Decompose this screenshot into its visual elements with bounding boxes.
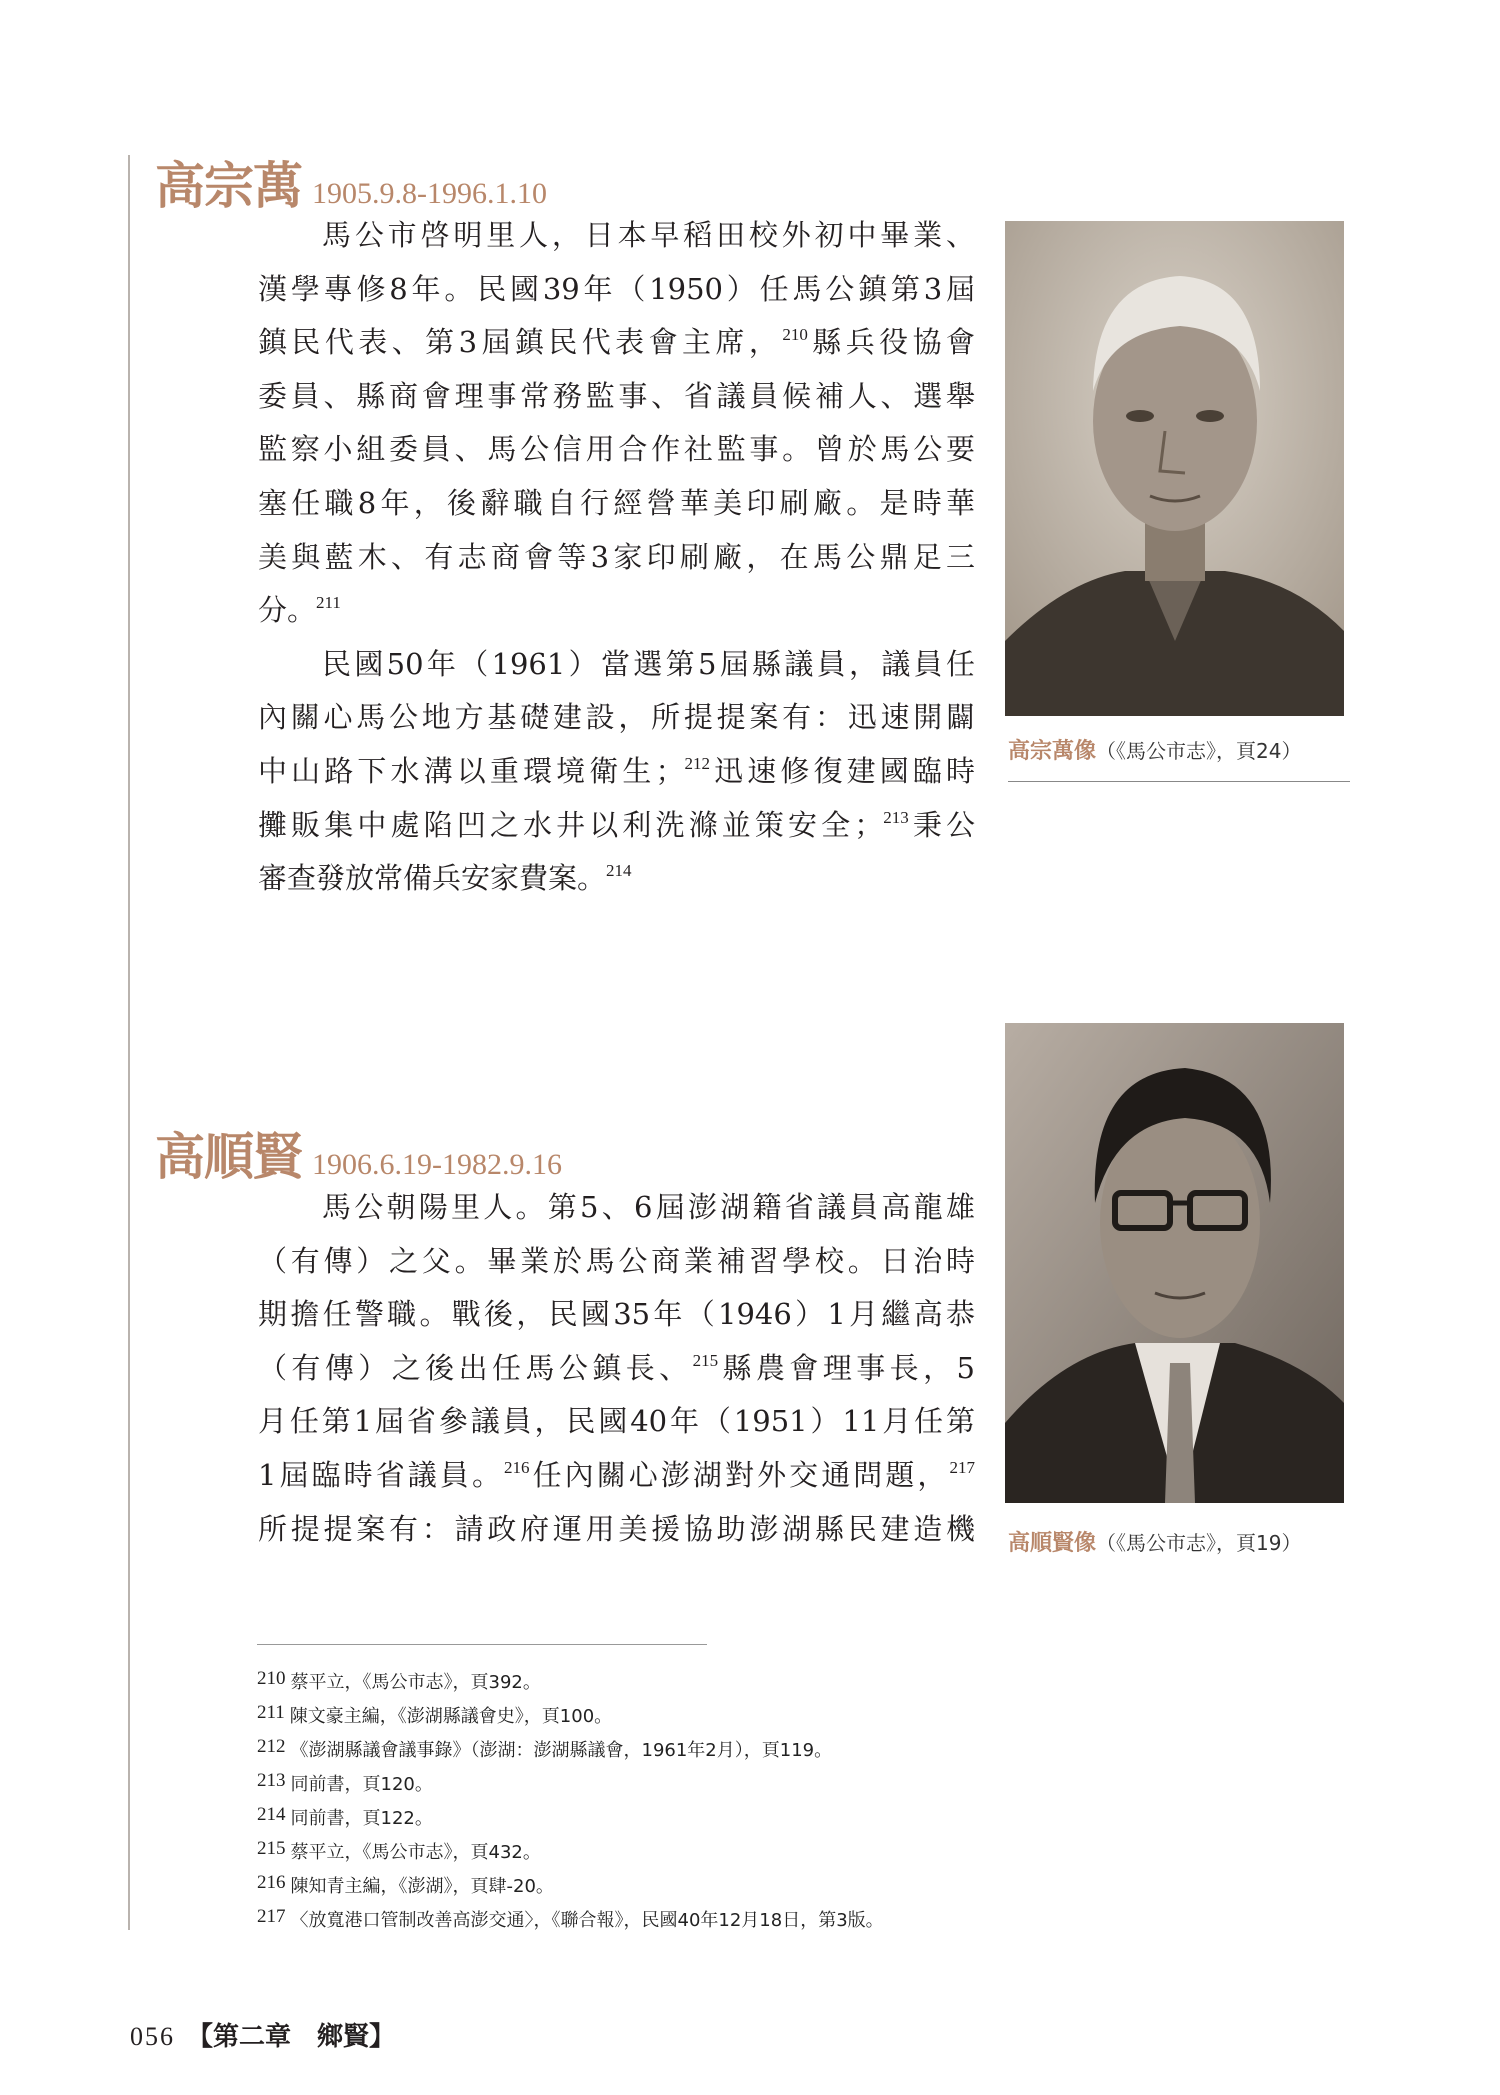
text-line: [258, 1235, 975, 1289]
footnote-number: 211: [257, 1702, 285, 1723]
text-segment: 美與藍木、有志商會等3家印刷廠，在馬公鼎足三: [258, 539, 975, 574]
caption-name: 高順賢像: [1008, 1531, 1097, 1556]
text-line: [258, 799, 975, 853]
footnote-item: [257, 1662, 884, 1696]
text-line: [258, 370, 975, 424]
caption-source: （《馬公市志》，頁19）: [1096, 1531, 1302, 1555]
text-segment: 期擔任警職。戰後，民國35年（1946）1月繼高恭: [258, 1297, 975, 1332]
text-segment: 1屆臨時省議員。: [258, 1457, 505, 1492]
text-segment: 中山路下水溝以重環境衛生；: [258, 753, 685, 788]
person-name: 高順賢: [155, 1127, 302, 1186]
portrait-photo-1: [1005, 221, 1344, 716]
footnote-number: 214: [257, 1804, 286, 1825]
chapter-label: 【第二章 鄉賢】: [187, 2022, 396, 2052]
footnote-number: 217: [257, 1906, 286, 1927]
footnote-text: 《澎湖縣議會議事錄》（澎湖：澎湖縣議會，1961年2月），頁119。: [290, 1740, 833, 1761]
text-segment: 監察小組委員、馬公信用合作社監事。曾於馬公要: [258, 432, 975, 467]
text-segment: 縣農會理事長，5: [718, 1350, 975, 1385]
caption-source: （《馬公市志》，頁24）: [1096, 739, 1302, 763]
person-dates: 1906.6.19-1982.9.16: [312, 1148, 562, 1181]
text-segment: 鎮民代表、第3屆鎮民代表會主席，: [258, 325, 783, 360]
footnote-rule: [257, 1644, 707, 1645]
text-line: [258, 531, 975, 585]
footnote-text: 蔡平立，《馬公市志》，頁392。: [290, 1672, 541, 1693]
text-segment: 任內關心澎湖對外交通問題，: [529, 1457, 950, 1492]
text-segment: （有傳）之父。畢業於馬公商業補習學校。日治時: [258, 1243, 975, 1278]
text-segment: 迅速修復建國臨時: [709, 753, 975, 788]
text-segment: 縣兵役協會: [807, 325, 975, 360]
text-line: [258, 1288, 975, 1342]
footnote-number: 216: [257, 1872, 286, 1893]
biography-text-2: [258, 1181, 975, 1556]
text-segment: 所提提案有：請政府運用美援協助澎湖縣民建造機: [258, 1511, 975, 1546]
footnote-ref[interactable]: 212: [684, 753, 710, 773]
footnote-ref[interactable]: 216: [504, 1457, 530, 1477]
text-segment: 分。: [258, 593, 317, 628]
footnote-item: [257, 1866, 884, 1900]
text-segment: 馬公市啓明里人，日本早稻田校外初中畢業、: [322, 218, 975, 252]
caption-name: 高宗萬像: [1008, 739, 1097, 764]
text-segment: （有傳）之後出任馬公鎮長、: [258, 1350, 693, 1385]
text-segment: 月任第1屆省參議員，民國40年（1951）11月任第: [258, 1404, 975, 1439]
footnote-text: 蔡平立，《馬公市志》，頁432。: [290, 1842, 541, 1863]
page-number: 056: [130, 2022, 175, 2051]
text-segment: 委員、縣商會理事常務監事、省議員候補人、選舉: [258, 378, 975, 413]
text-line: [258, 423, 975, 477]
footnote-item: [257, 1764, 884, 1798]
footnote-item: [257, 1696, 884, 1730]
footnote-number: 213: [257, 1770, 286, 1791]
footnote-number: 215: [257, 1838, 286, 1859]
footnote-text: 同前書，頁122。: [290, 1808, 433, 1829]
footnote-ref[interactable]: 210: [782, 325, 808, 345]
photo-caption-2: [1008, 1526, 1301, 1557]
text-line: [258, 316, 975, 370]
text-line: [258, 477, 975, 531]
entry-heading-1: [155, 146, 547, 218]
text-segment: 審查發放常備兵安家費案。: [258, 861, 607, 896]
text-line: [258, 1449, 975, 1503]
text-line: [258, 1395, 975, 1449]
text-segment: 漢學專修8年。民國39年（1950）任馬公鎮第3屆: [258, 271, 975, 306]
footnote-item: [257, 1798, 884, 1832]
text-segment: 秉公: [908, 807, 975, 842]
portrait-photo-2: [1005, 1023, 1344, 1503]
text-line: [258, 691, 975, 745]
text-line: [258, 745, 975, 799]
footnote-item: [257, 1730, 884, 1764]
footnote-text: 〈放寬港口管制改善高澎交通〉，《聯合報》，民國40年12月18日，第3版。: [290, 1910, 884, 1931]
text-line: [258, 1503, 975, 1557]
footnote-ref[interactable]: 215: [692, 1350, 719, 1370]
page-footer: [130, 2016, 395, 2053]
person-dates: 1905.9.8-1996.1.10: [312, 177, 547, 210]
footnote-text: 陳文豪主編，《澎湖縣議會史》，頁100。: [289, 1706, 613, 1727]
text-line: [258, 1342, 975, 1396]
text-line: [258, 584, 975, 638]
footnote-text: 同前書，頁120。: [290, 1774, 433, 1795]
biography-text-1: [258, 209, 975, 906]
footnote-number: 210: [257, 1668, 286, 1689]
footnote-ref[interactable]: 214: [606, 861, 632, 881]
footnote-item: [257, 1900, 884, 1934]
footnote-item: [257, 1832, 884, 1866]
text-segment: 攤販集中處陷凹之水井以利洗滌並策安全；: [258, 807, 884, 842]
text-line: [258, 263, 975, 317]
text-segment: 馬公朝陽里人。第5、6屆澎湖籍省議員高龍雄: [322, 1190, 975, 1224]
footnote-number: 212: [257, 1736, 286, 1757]
footnotes: [257, 1662, 884, 1934]
text-line: [258, 852, 975, 906]
footnote-ref[interactable]: 211: [316, 593, 341, 613]
entry-heading-2: [155, 1117, 562, 1189]
footnote-ref[interactable]: 213: [883, 807, 909, 827]
person-name: 高宗萬: [155, 156, 302, 215]
text-line: [258, 638, 975, 692]
text-segment: 塞任職8年，後辭職自行經營華美印刷廠。是時華: [258, 485, 975, 520]
text-line: [258, 209, 975, 263]
text-segment: 內關心馬公地方基礎建設，所提提案有：迅速開闢: [258, 700, 975, 735]
photo-caption-1: [1008, 734, 1301, 765]
text-segment: 民國50年（1961）當選第5屆縣議員，議員任: [322, 646, 975, 681]
caption-rule: [1008, 781, 1350, 782]
footnote-ref[interactable]: 217: [949, 1457, 975, 1477]
text-line: [258, 1181, 975, 1235]
margin-rule: [128, 155, 130, 1930]
footnote-text: 陳知青主編，《澎湖》，頁肆-20。: [290, 1876, 554, 1897]
